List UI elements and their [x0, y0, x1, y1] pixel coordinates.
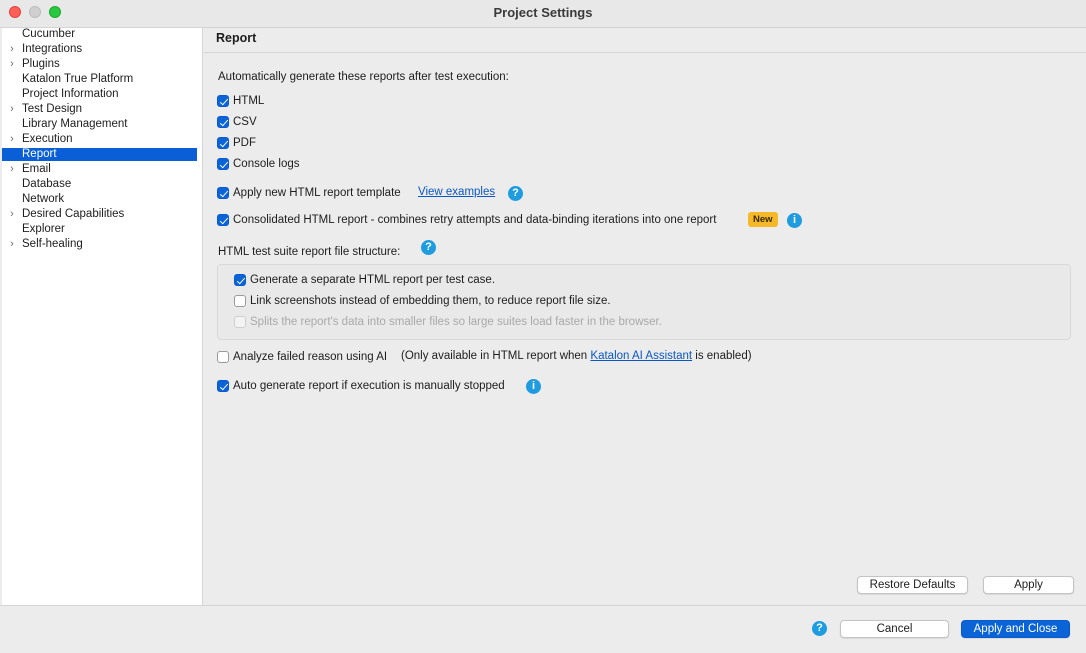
sidebar-item-label: Integrations [22, 43, 83, 55]
chevron-right-icon[interactable]: › [10, 133, 14, 145]
info-icon[interactable]: i [787, 213, 802, 228]
sidebar-item-test-design[interactable] [2, 103, 197, 116]
consolidated-report-checkbox[interactable] [217, 214, 229, 226]
sidebar-item-cucumber[interactable] [2, 28, 197, 41]
restore-defaults-button[interactable]: Restore Defaults [857, 576, 968, 594]
sidebar-item-label: Report [22, 148, 57, 160]
sidebar-item-label: Database [22, 178, 72, 190]
console-logs-label[interactable]: Console logs [233, 158, 300, 170]
sidebar-item-label: Self-healing [22, 238, 83, 250]
consolidated-report-label[interactable]: Consolidated HTML report - combines retry attempts and data-binding iterations into one report [233, 214, 717, 226]
auto-generate-label: Automatically generate these reports after test execution: [218, 71, 509, 83]
sidebar-item-library-management[interactable] [2, 118, 197, 131]
footer-divider [0, 605, 1086, 606]
title-bar [0, 0, 1086, 28]
apply-and-close-button[interactable]: Apply and Close [961, 620, 1070, 638]
help-icon[interactable]: ? [812, 621, 827, 636]
sidebar-item-self-healing[interactable] [2, 238, 197, 251]
split-data-checkbox [234, 316, 246, 328]
cancel-button[interactable]: Cancel [840, 620, 949, 638]
structure-label: HTML test suite report file structure: [218, 246, 401, 258]
chevron-right-icon[interactable]: › [10, 43, 14, 55]
sidebar-item-label: Library Management [22, 118, 128, 130]
sidebar-item-project-information[interactable] [2, 88, 197, 101]
link-screenshots-label[interactable]: Link screenshots instead of embedding them, to reduce report file size. [250, 295, 611, 307]
page-title: Report [216, 31, 257, 45]
note-suffix: is enabled) [695, 350, 752, 362]
separate-report-label[interactable]: Generate a separate HTML report per test case. [250, 274, 496, 286]
csv-report-label[interactable]: CSV [233, 116, 257, 128]
apply-button[interactable]: Apply [983, 576, 1074, 594]
sidebar-item-plugins[interactable] [2, 58, 197, 71]
apply-template-checkbox[interactable] [217, 187, 229, 199]
sidebar-item-label: Execution [22, 133, 73, 145]
help-icon[interactable]: ? [508, 186, 523, 201]
sidebar-item-integrations[interactable] [2, 43, 197, 56]
chevron-right-icon[interactable]: › [10, 58, 14, 70]
analyze-ai-note [401, 350, 752, 362]
chevron-right-icon[interactable]: › [10, 208, 14, 220]
view-examples-link[interactable]: View examples [418, 186, 496, 198]
info-icon[interactable]: i [526, 379, 541, 394]
auto-stop-report-checkbox[interactable] [217, 380, 229, 392]
apply-template-label[interactable]: Apply new HTML report template [233, 187, 401, 199]
sidebar-item-desired-capabilities[interactable] [2, 208, 197, 221]
chevron-right-icon[interactable]: › [10, 163, 14, 175]
sidebar-item-network[interactable] [2, 193, 197, 206]
sidebar-item-label: Explorer [22, 223, 65, 235]
html-report-label[interactable]: HTML [233, 95, 265, 107]
sidebar-item-execution[interactable] [2, 133, 197, 146]
console-logs-checkbox[interactable] [217, 158, 229, 170]
chevron-right-icon[interactable]: › [10, 103, 14, 115]
sidebar-item-explorer[interactable] [2, 223, 197, 236]
analyze-ai-label[interactable]: Analyze failed reason using AI [233, 351, 388, 363]
chevron-right-icon[interactable]: › [10, 238, 14, 250]
sidebar-item-label: Plugins [22, 58, 60, 70]
pdf-report-checkbox[interactable] [217, 137, 229, 149]
sidebar-item-database[interactable] [2, 178, 197, 191]
analyze-ai-checkbox[interactable] [217, 351, 229, 363]
sidebar-item-label: Project Information [22, 88, 119, 100]
help-icon[interactable]: ? [421, 240, 436, 255]
window-title: Project Settings [493, 5, 593, 20]
sidebar-item-email[interactable] [2, 163, 197, 176]
sidebar-item-label: Desired Capabilities [22, 208, 125, 220]
split-data-label: Splits the report's data into smaller files so large suites load faster in the browser. [250, 316, 662, 328]
sidebar-item-label: Katalon True Platform [22, 73, 134, 85]
csv-report-checkbox[interactable] [217, 116, 229, 128]
sidebar-item-report[interactable] [2, 148, 197, 161]
pdf-report-label[interactable]: PDF [233, 137, 256, 149]
note-prefix: (Only available in HTML report when [401, 350, 588, 362]
report-settings-panel [204, 28, 1086, 605]
sidebar-item-label: Email [22, 163, 51, 175]
separate-report-checkbox[interactable] [234, 274, 246, 286]
title-divider [204, 52, 1086, 53]
sidebar-item-label: Test Design [22, 103, 83, 115]
sidebar-item-label: Cucumber [22, 28, 76, 40]
sidebar-item-label: Network [22, 193, 65, 205]
new-badge: New [748, 212, 778, 227]
link-screenshots-checkbox[interactable] [234, 295, 246, 307]
settings-sidebar [2, 28, 203, 605]
katalon-ai-assistant-link[interactable]: Katalon AI Assistant [590, 350, 693, 362]
auto-stop-report-label[interactable]: Auto generate report if execution is manually stopped [233, 380, 505, 392]
sidebar-item-katalon-true-platform[interactable] [2, 73, 197, 86]
html-report-checkbox[interactable] [217, 95, 229, 107]
